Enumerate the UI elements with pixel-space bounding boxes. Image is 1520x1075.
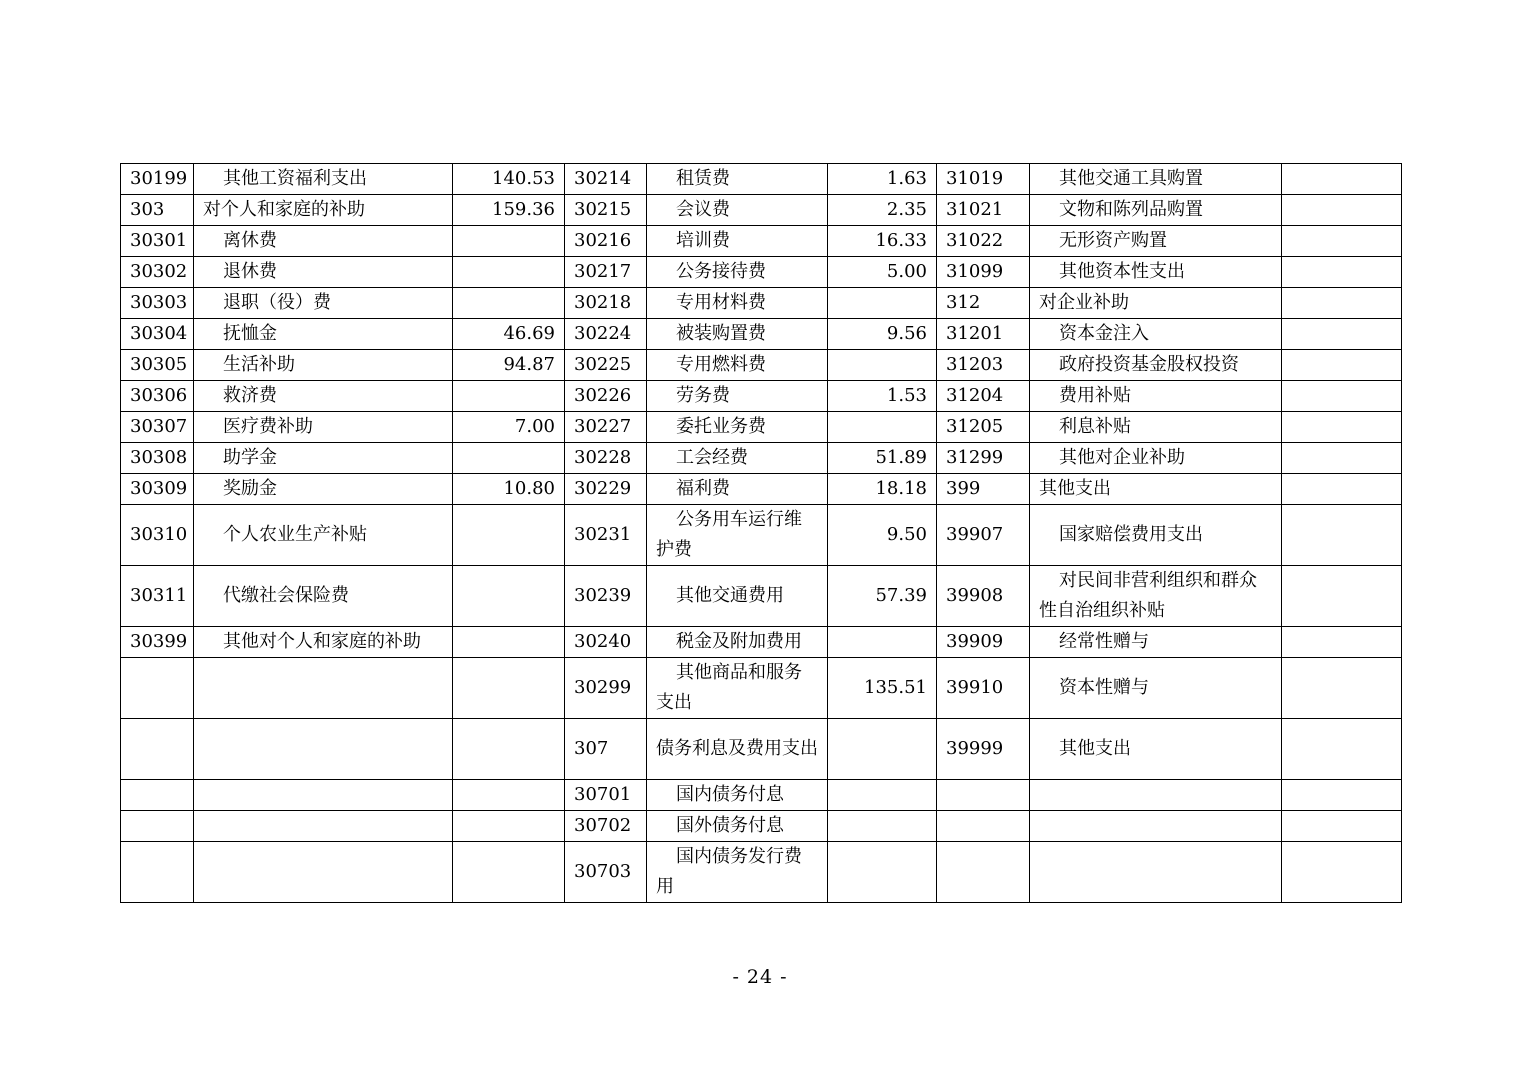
account-name-cell: 利息补贴 xyxy=(1030,412,1282,443)
amount-cell xyxy=(828,842,937,903)
amount-cell xyxy=(453,627,565,658)
account-code-cell: 30227 xyxy=(565,412,647,443)
account-code-cell: 31201 xyxy=(937,319,1030,350)
account-code-cell: 31099 xyxy=(937,257,1030,288)
amount-cell xyxy=(453,226,565,257)
amount-cell: 10.80 xyxy=(453,474,565,505)
account-name-cell: 劳务费 xyxy=(647,381,828,412)
account-name-cell: 税金及附加费用 xyxy=(647,627,828,658)
account-code-cell: 30228 xyxy=(565,443,647,474)
amount-cell: 1.53 xyxy=(828,381,937,412)
amount-cell xyxy=(1282,474,1402,505)
account-code-cell: 31205 xyxy=(937,412,1030,443)
amount-cell: 135.51 xyxy=(828,658,937,719)
amount-cell xyxy=(453,842,565,903)
amount-cell: 94.87 xyxy=(453,350,565,381)
account-name-cell: 被装购置费 xyxy=(647,319,828,350)
table-row xyxy=(121,226,1402,257)
amount-cell xyxy=(453,381,565,412)
table-row xyxy=(121,627,1402,658)
table-row xyxy=(121,443,1402,474)
account-code-cell: 30703 xyxy=(565,842,647,903)
page-number: - 24 - xyxy=(732,966,788,988)
account-name-cell: 福利费 xyxy=(647,474,828,505)
account-name-cell: 会议费 xyxy=(647,195,828,226)
amount-cell: 9.50 xyxy=(828,505,937,566)
table-row xyxy=(121,566,1402,627)
table-body xyxy=(121,164,1402,903)
account-name-cell: 专用材料费 xyxy=(647,288,828,319)
amount-cell xyxy=(1282,164,1402,195)
account-name-cell xyxy=(194,719,453,780)
account-code-cell xyxy=(121,811,194,842)
account-name-cell: 其他支出 xyxy=(1030,719,1282,780)
account-name-cell: 医疗费补助 xyxy=(194,412,453,443)
amount-cell xyxy=(1282,627,1402,658)
account-code-cell: 30217 xyxy=(565,257,647,288)
account-name-cell: 对民间非营利组织和群众性自治组织补贴 xyxy=(1030,566,1282,627)
account-name-cell xyxy=(1030,842,1282,903)
account-code-cell: 30307 xyxy=(121,412,194,443)
account-code-cell: 30311 xyxy=(121,566,194,627)
amount-cell: 2.35 xyxy=(828,195,937,226)
amount-cell xyxy=(453,566,565,627)
account-code-cell: 31021 xyxy=(937,195,1030,226)
amount-cell xyxy=(1282,443,1402,474)
amount-cell xyxy=(828,780,937,811)
account-code-cell: 30199 xyxy=(121,164,194,195)
account-code-cell: 312 xyxy=(937,288,1030,319)
account-code-cell: 30306 xyxy=(121,381,194,412)
account-name-cell: 退休费 xyxy=(194,257,453,288)
account-code-cell: 30304 xyxy=(121,319,194,350)
amount-cell: 5.00 xyxy=(828,257,937,288)
account-code-cell: 39907 xyxy=(937,505,1030,566)
account-code-cell: 303 xyxy=(121,195,194,226)
account-code-cell: 30308 xyxy=(121,443,194,474)
account-code-cell xyxy=(937,811,1030,842)
table-row xyxy=(121,164,1402,195)
amount-cell xyxy=(1282,319,1402,350)
account-code-cell: 30702 xyxy=(565,811,647,842)
amount-cell: 159.36 xyxy=(453,195,565,226)
account-code-cell: 30309 xyxy=(121,474,194,505)
amount-cell xyxy=(1282,811,1402,842)
account-code-cell: 39908 xyxy=(937,566,1030,627)
account-name-cell: 工会经费 xyxy=(647,443,828,474)
account-code-cell: 31299 xyxy=(937,443,1030,474)
account-code-cell: 30239 xyxy=(565,566,647,627)
amount-cell xyxy=(453,505,565,566)
account-name-cell: 委托业务费 xyxy=(647,412,828,443)
amount-cell: 7.00 xyxy=(453,412,565,443)
table-row xyxy=(121,257,1402,288)
account-code-cell: 30231 xyxy=(565,505,647,566)
amount-cell: 57.39 xyxy=(828,566,937,627)
amount-cell xyxy=(1282,257,1402,288)
amount-cell xyxy=(1282,566,1402,627)
account-code-cell: 30399 xyxy=(121,627,194,658)
account-name-cell: 租赁费 xyxy=(647,164,828,195)
account-code-cell xyxy=(937,780,1030,811)
amount-cell xyxy=(453,443,565,474)
account-name-cell: 抚恤金 xyxy=(194,319,453,350)
account-name-cell xyxy=(194,658,453,719)
account-code-cell: 30302 xyxy=(121,257,194,288)
amount-cell: 46.69 xyxy=(453,319,565,350)
account-code-cell: 30225 xyxy=(565,350,647,381)
amount-cell xyxy=(1282,842,1402,903)
account-name-cell: 救济费 xyxy=(194,381,453,412)
account-name-cell xyxy=(194,780,453,811)
table-row xyxy=(121,780,1402,811)
amount-cell xyxy=(828,811,937,842)
amount-cell: 18.18 xyxy=(828,474,937,505)
account-code-cell xyxy=(121,780,194,811)
account-code-cell xyxy=(937,842,1030,903)
amount-cell xyxy=(828,719,937,780)
account-code-cell: 307 xyxy=(565,719,647,780)
account-code-cell: 30310 xyxy=(121,505,194,566)
account-name-cell: 对个人和家庭的补助 xyxy=(194,195,453,226)
account-name-cell: 个人农业生产补贴 xyxy=(194,505,453,566)
account-code-cell: 30218 xyxy=(565,288,647,319)
amount-cell xyxy=(1282,658,1402,719)
account-name-cell: 资本金注入 xyxy=(1030,319,1282,350)
account-name-cell: 退职（役）费 xyxy=(194,288,453,319)
table-row xyxy=(121,505,1402,566)
amount-cell xyxy=(1282,350,1402,381)
account-code-cell xyxy=(121,719,194,780)
account-code-cell: 39910 xyxy=(937,658,1030,719)
account-name-cell xyxy=(194,842,453,903)
account-name-cell: 资本性赠与 xyxy=(1030,658,1282,719)
account-code-cell: 30215 xyxy=(565,195,647,226)
account-code-cell: 30303 xyxy=(121,288,194,319)
account-name-cell: 国外债务付息 xyxy=(647,811,828,842)
table-row xyxy=(121,288,1402,319)
amount-cell xyxy=(828,350,937,381)
account-code-cell: 31203 xyxy=(937,350,1030,381)
account-code-cell: 39999 xyxy=(937,719,1030,780)
budget-expenditure-table xyxy=(120,163,1402,903)
amount-cell xyxy=(453,811,565,842)
account-name-cell xyxy=(194,811,453,842)
account-name-cell: 助学金 xyxy=(194,443,453,474)
table-row xyxy=(121,842,1402,903)
account-name-cell: 债务利息及费用支出 xyxy=(647,719,828,780)
account-code-cell: 30216 xyxy=(565,226,647,257)
account-name-cell: 专用燃料费 xyxy=(647,350,828,381)
account-name-cell: 政府投资基金股权投资 xyxy=(1030,350,1282,381)
account-name-cell: 公务接待费 xyxy=(647,257,828,288)
amount-cell xyxy=(1282,226,1402,257)
account-code-cell: 30240 xyxy=(565,627,647,658)
account-name-cell: 国内债务付息 xyxy=(647,780,828,811)
table-row xyxy=(121,319,1402,350)
account-name-cell: 费用补贴 xyxy=(1030,381,1282,412)
account-code-cell xyxy=(121,658,194,719)
table-row xyxy=(121,381,1402,412)
account-code-cell: 30229 xyxy=(565,474,647,505)
account-code-cell xyxy=(121,842,194,903)
amount-cell xyxy=(453,257,565,288)
table-row xyxy=(121,719,1402,780)
account-name-cell: 其他交通工具购置 xyxy=(1030,164,1282,195)
amount-cell: 9.56 xyxy=(828,319,937,350)
amount-cell xyxy=(453,719,565,780)
amount-cell: 51.89 xyxy=(828,443,937,474)
amount-cell xyxy=(453,658,565,719)
table-row xyxy=(121,658,1402,719)
amount-cell xyxy=(1282,288,1402,319)
account-name-cell: 离休费 xyxy=(194,226,453,257)
account-code-cell: 39909 xyxy=(937,627,1030,658)
amount-cell xyxy=(1282,719,1402,780)
account-name-cell: 国内债务发行费用 xyxy=(647,842,828,903)
account-code-cell: 31019 xyxy=(937,164,1030,195)
account-name-cell: 其他支出 xyxy=(1030,474,1282,505)
amount-cell xyxy=(1282,412,1402,443)
account-code-cell: 30224 xyxy=(565,319,647,350)
account-code-cell: 30305 xyxy=(121,350,194,381)
amount-cell: 1.63 xyxy=(828,164,937,195)
table-row xyxy=(121,412,1402,443)
account-name-cell: 奖励金 xyxy=(194,474,453,505)
account-name-cell: 经常性赠与 xyxy=(1030,627,1282,658)
amount-cell xyxy=(828,288,937,319)
amount-cell xyxy=(453,288,565,319)
account-name-cell: 其他商品和服务支出 xyxy=(647,658,828,719)
account-name-cell: 生活补助 xyxy=(194,350,453,381)
account-name-cell: 无形资产购置 xyxy=(1030,226,1282,257)
account-name-cell: 其他交通费用 xyxy=(647,566,828,627)
amount-cell xyxy=(453,780,565,811)
account-code-cell: 30299 xyxy=(565,658,647,719)
table-row xyxy=(121,350,1402,381)
amount-cell xyxy=(1282,195,1402,226)
account-code-cell: 399 xyxy=(937,474,1030,505)
account-name-cell: 文物和陈列品购置 xyxy=(1030,195,1282,226)
amount-cell xyxy=(1282,505,1402,566)
account-name-cell: 培训费 xyxy=(647,226,828,257)
account-code-cell: 30301 xyxy=(121,226,194,257)
account-name-cell: 公务用车运行维护费 xyxy=(647,505,828,566)
amount-cell xyxy=(1282,780,1402,811)
account-name-cell: 对企业补助 xyxy=(1030,288,1282,319)
account-name-cell: 国家赔偿费用支出 xyxy=(1030,505,1282,566)
account-code-cell: 30226 xyxy=(565,381,647,412)
account-name-cell: 其他资本性支出 xyxy=(1030,257,1282,288)
amount-cell xyxy=(828,412,937,443)
account-code-cell: 31204 xyxy=(937,381,1030,412)
table-row xyxy=(121,195,1402,226)
account-code-cell: 31022 xyxy=(937,226,1030,257)
amount-cell xyxy=(828,627,937,658)
account-name-cell: 其他工资福利支出 xyxy=(194,164,453,195)
account-name-cell: 其他对企业补助 xyxy=(1030,443,1282,474)
amount-cell xyxy=(1282,381,1402,412)
account-name-cell xyxy=(1030,780,1282,811)
account-code-cell: 30701 xyxy=(565,780,647,811)
table-row xyxy=(121,811,1402,842)
account-name-cell: 代缴社会保险费 xyxy=(194,566,453,627)
account-name-cell: 其他对个人和家庭的补助 xyxy=(194,627,453,658)
account-code-cell: 30214 xyxy=(565,164,647,195)
table-row xyxy=(121,474,1402,505)
amount-cell: 16.33 xyxy=(828,226,937,257)
amount-cell: 140.53 xyxy=(453,164,565,195)
account-name-cell xyxy=(1030,811,1282,842)
